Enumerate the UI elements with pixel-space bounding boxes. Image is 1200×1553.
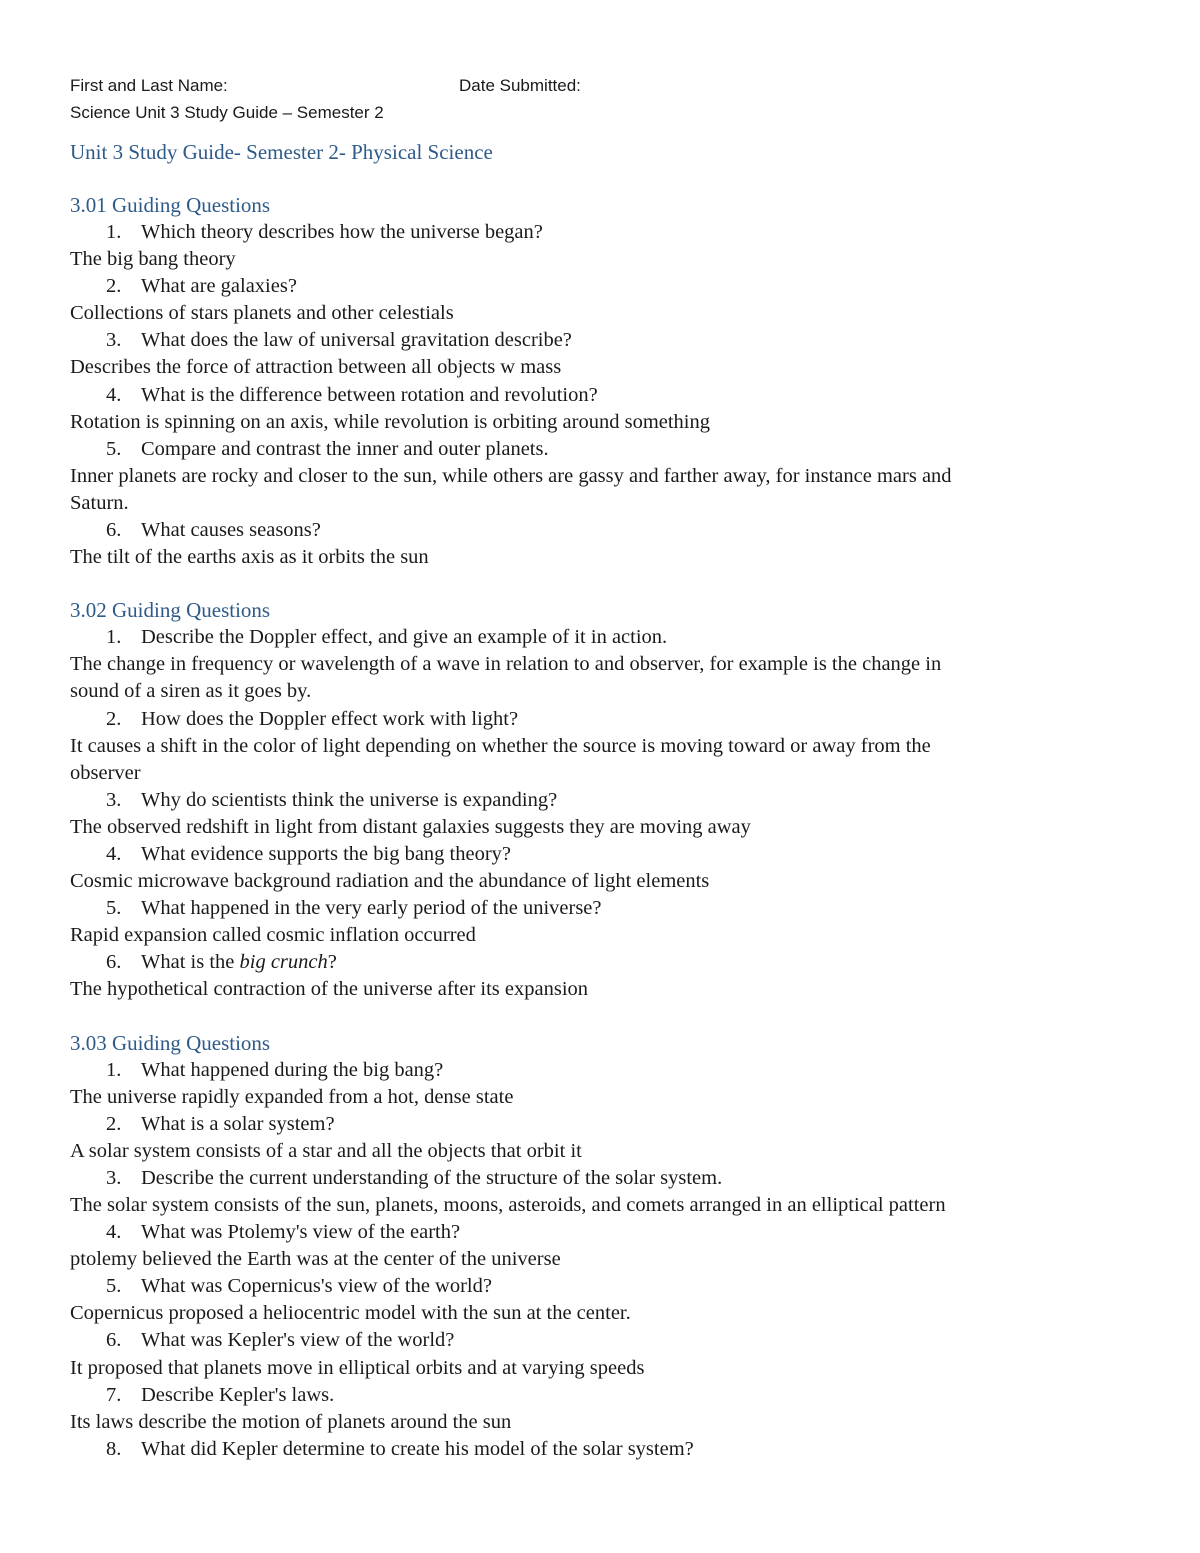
question-number: 4. xyxy=(106,1221,122,1244)
answer xyxy=(70,814,1130,841)
answer-line: A solar system consists of a star and all the objects that orbit it xyxy=(70,1139,582,1162)
answer-line: The universe rapidly expanded from a hot, dense state xyxy=(70,1085,514,1108)
document-page xyxy=(70,72,1130,1463)
question xyxy=(70,1327,1130,1354)
header-subtitle: Science Unit 3 Study Guide – Semester 2 xyxy=(70,103,384,122)
answer xyxy=(70,922,1130,949)
question xyxy=(70,273,1130,300)
question-number: 1. xyxy=(106,221,122,243)
answer xyxy=(70,733,1130,787)
answer xyxy=(70,1138,1130,1165)
header-row xyxy=(70,72,1130,99)
question-number: 8. xyxy=(106,1437,122,1460)
question-text: What happened during the big bang? xyxy=(141,1058,444,1081)
question-text: What is the xyxy=(141,951,240,974)
question-number: 7. xyxy=(106,1383,122,1406)
question-number: 1. xyxy=(106,626,122,649)
question-number: 5. xyxy=(106,437,122,460)
answer xyxy=(70,1192,1130,1219)
question-text: What is the difference between rotation and revolution? xyxy=(141,383,598,406)
answer-line: The solar system consists of the sun, planets, moons, asteroids, and comets arranged in an elliptical pattern xyxy=(70,1194,946,1216)
section-heading: 3.03 Guiding Questions xyxy=(70,1030,271,1055)
question-text: Compare and contrast the inner and outer planets. xyxy=(141,437,549,460)
question xyxy=(70,895,1130,922)
answer-line: It proposed that planets move in elliptical orbits and at varying speeds xyxy=(70,1356,645,1379)
question xyxy=(70,1165,1130,1192)
answer-line: The tilt of the earths axis as it orbits the sun xyxy=(70,546,429,569)
question-number: 4. xyxy=(106,383,122,406)
question xyxy=(70,436,1130,463)
section xyxy=(70,597,1130,1003)
question xyxy=(70,517,1130,544)
answer xyxy=(70,1300,1130,1327)
question xyxy=(70,1382,1130,1409)
document-title: Unit 3 Study Guide- Semester 2- Physical Science xyxy=(70,140,493,164)
answer-line: Rotation is spinning on an axis, while revolution is orbiting around something xyxy=(70,410,711,433)
question-number: 2. xyxy=(106,1112,122,1135)
answer xyxy=(70,868,1130,895)
question-text: What was Copernicus's view of the world? xyxy=(141,1275,492,1298)
question-number: 3. xyxy=(106,788,122,811)
question-text: Which theory describes how the universe began? xyxy=(141,221,543,243)
answer xyxy=(70,1084,1130,1111)
answer-line: The change in frequency or wavelength of a wave in relation to and observer, for example is the change in xyxy=(70,653,942,676)
question xyxy=(70,1057,1130,1084)
question-text: What was Ptolemy's view of the earth? xyxy=(141,1221,461,1244)
question-text-suffix: ? xyxy=(327,951,337,974)
question xyxy=(70,1273,1130,1300)
question-text: What evidence supports the big bang theory? xyxy=(141,842,512,865)
question-number: 2. xyxy=(106,707,122,730)
section xyxy=(70,1030,1130,1463)
question-text: Describe the Doppler effect, and give an example of it in action. xyxy=(141,626,668,649)
answer xyxy=(70,300,1130,327)
question-text: What did Kepler determine to create his model of the solar system? xyxy=(141,1437,694,1460)
answer xyxy=(70,1409,1130,1436)
answer-line: Copernicus proposed a heliocentric model with the sun at the center. xyxy=(70,1302,631,1325)
question-number: 3. xyxy=(106,1166,122,1189)
answer xyxy=(70,354,1130,381)
name-label: First and Last Name: xyxy=(70,76,228,95)
section xyxy=(70,192,1130,571)
question xyxy=(70,219,1130,246)
section-heading: 3.02 Guiding Questions xyxy=(70,598,271,623)
answer-line: It causes a shift in the color of light depending on whether the source is moving toward or away from the xyxy=(70,734,931,757)
answer-line: Saturn. xyxy=(70,491,129,514)
answer-line: The big bang theory xyxy=(70,248,236,271)
answer-line: The hypothetical contraction of the universe after its expansion xyxy=(70,978,589,1001)
answer-line: Inner planets are rocky and closer to the sun, while others are gassy and farther away, for instance mars and xyxy=(70,464,952,487)
question xyxy=(70,624,1130,651)
question xyxy=(70,1219,1130,1246)
question xyxy=(70,382,1130,409)
question-number: 4. xyxy=(106,842,122,865)
answer xyxy=(70,1355,1130,1382)
question-text: What does the law of universal gravitation describe? xyxy=(141,329,572,352)
question xyxy=(70,787,1130,814)
question-number: 3. xyxy=(106,329,122,352)
answer-line: Describes the force of attraction between all objects w mass xyxy=(70,356,562,379)
question xyxy=(70,949,1130,976)
answer xyxy=(70,651,1130,705)
question-number: 5. xyxy=(106,1275,122,1298)
answer-line: observer xyxy=(70,761,141,784)
question-text: What happened in the very early period of the universe? xyxy=(141,897,602,920)
answer xyxy=(70,246,1130,273)
answer xyxy=(70,409,1130,436)
question-text: What is a solar system? xyxy=(141,1112,335,1135)
sections-container xyxy=(70,192,1130,1463)
answer-line: Its laws describe the motion of planets around the sun xyxy=(70,1410,512,1433)
question xyxy=(70,841,1130,868)
question xyxy=(70,327,1130,354)
question-number: 5. xyxy=(106,897,122,920)
question xyxy=(70,1111,1130,1138)
question-text: What are galaxies? xyxy=(141,275,297,298)
question-text: How does the Doppler effect work with light? xyxy=(141,707,519,730)
answer xyxy=(70,1246,1130,1273)
question-number: 6. xyxy=(106,1329,122,1352)
answer-line: ptolemy believed the Earth was at the center of the universe xyxy=(70,1248,561,1271)
question-number: 6. xyxy=(106,519,122,542)
question-emphasis: big crunch xyxy=(239,951,328,974)
question-text: Describe Kepler's laws. xyxy=(141,1383,335,1406)
answer-line: sound of a siren as it goes by. xyxy=(70,680,312,703)
question-text: Why do scientists think the universe is expanding? xyxy=(141,788,558,811)
answer-line: Rapid expansion called cosmic inflation occurred xyxy=(70,924,476,947)
answer xyxy=(70,463,1130,517)
answer xyxy=(70,976,1130,1003)
question-text: What was Kepler's view of the world? xyxy=(141,1329,455,1352)
question-number: 6. xyxy=(106,951,122,974)
question xyxy=(70,1436,1130,1463)
question-number: 1. xyxy=(106,1058,122,1081)
answer-line: The observed redshift in light from distant galaxies suggests they are moving away xyxy=(70,815,751,838)
question-number: 2. xyxy=(106,275,122,298)
answer-line: Cosmic microwave background radiation and the abundance of light elements xyxy=(70,870,710,893)
section-heading: 3.01 Guiding Questions xyxy=(70,193,271,217)
question-text: Describe the current understanding of the structure of the solar system. xyxy=(141,1166,723,1189)
question xyxy=(70,706,1130,733)
answer xyxy=(70,544,1130,571)
question-text: What causes seasons? xyxy=(141,519,321,542)
answer-line: Collections of stars planets and other celestials xyxy=(70,302,454,325)
date-label: Date Submitted: xyxy=(459,76,581,95)
